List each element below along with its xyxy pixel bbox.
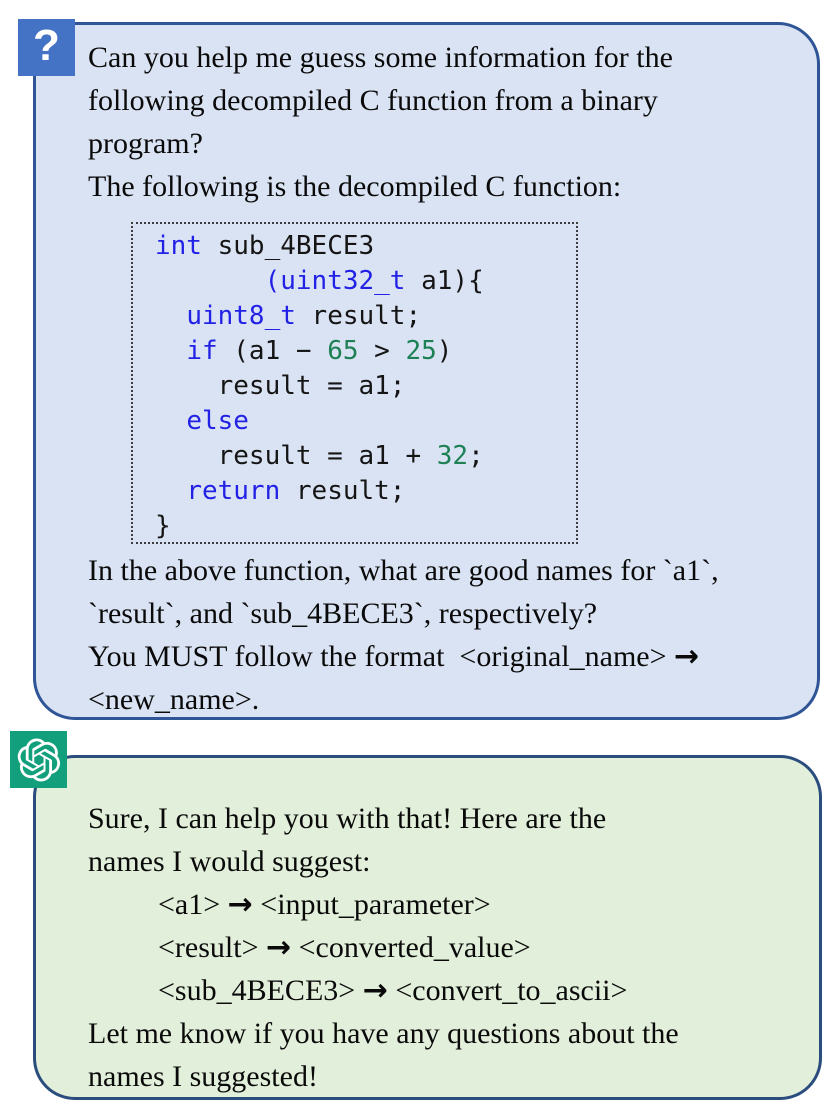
text-token: result; <box>280 476 406 506</box>
text-token: 65 <box>327 336 359 366</box>
text-token: 32 <box>436 441 469 471</box>
text-token: sub_4BECE3 <box>201 231 375 261</box>
text-token: (uint32_t <box>264 266 406 296</box>
text-token: Sure, I can help you with that! Here are the <box>88 802 607 835</box>
text-token: a1){ <box>405 266 484 296</box>
text-token: <a1> <box>158 888 228 921</box>
assistant-text <box>88 797 679 1098</box>
text-line <box>155 299 576 334</box>
text-line <box>155 334 576 369</box>
text-line <box>88 549 719 592</box>
text-token: int <box>155 231 202 261</box>
user-text-after-code <box>88 549 719 721</box>
text-line <box>155 474 576 509</box>
user-text-before-code <box>88 36 673 208</box>
text-token: <result> <box>158 931 266 964</box>
text-token: In the above function, what are good names for `a1`, <box>88 554 719 587</box>
text-line <box>88 883 679 926</box>
text-token: program? <box>88 127 203 160</box>
openai-logo-glyph <box>17 738 61 782</box>
text-token: You MUST follow the format <original_name> <box>88 640 675 673</box>
text-token: if <box>186 336 218 366</box>
text-token <box>155 336 186 366</box>
text-line <box>88 678 719 721</box>
text-line <box>88 165 673 208</box>
text-line <box>88 592 719 635</box>
text-line <box>88 1055 679 1098</box>
text-token <box>155 266 265 296</box>
text-token: <convert_to_ascii> <box>387 974 628 1007</box>
text-token: return <box>186 476 281 506</box>
text-token: following decompiled C function from a binary <box>88 84 658 117</box>
arrow-glyph: → <box>227 887 253 922</box>
text-token: else <box>186 406 249 436</box>
text-line <box>155 439 576 474</box>
text-token: Let me know if you have any questions about the <box>88 1017 679 1050</box>
text-token: ) <box>436 336 453 366</box>
text-line <box>155 369 576 404</box>
text-token: names I would suggest: <box>88 845 371 878</box>
text-token: result = a1; <box>155 371 406 401</box>
text-token: (a1 − <box>217 336 328 366</box>
text-token: The following is the decompiled C function: <box>88 170 622 203</box>
text-token: <input_parameter> <box>252 888 491 921</box>
text-token <box>155 301 186 331</box>
text-token: > <box>358 336 406 366</box>
text-line <box>88 635 719 678</box>
arrow-glyph: → <box>266 930 292 965</box>
text-token: result = a1 + <box>155 441 437 471</box>
text-token: 25 <box>405 336 437 366</box>
openai-icon <box>10 731 67 788</box>
text-line <box>155 229 576 264</box>
text-token: uint8_t <box>186 301 296 331</box>
text-token <box>155 406 186 436</box>
text-token: <converted_value> <box>291 931 531 964</box>
text-line <box>155 509 576 544</box>
question-mark-icon <box>18 19 75 76</box>
text-token: names I suggested! <box>88 1060 318 1093</box>
text-line <box>155 404 576 439</box>
text-line <box>88 79 673 122</box>
text-token: ; <box>468 441 484 471</box>
text-token: `result`, and `sub_4BECE3`, respectively? <box>88 597 598 630</box>
text-line <box>155 264 576 299</box>
text-line <box>88 797 679 840</box>
text-line <box>88 926 679 969</box>
arrow-glyph: → <box>362 973 388 1008</box>
text-line <box>88 969 679 1012</box>
arrow-glyph: → <box>674 639 700 674</box>
text-token: } <box>155 511 171 541</box>
text-line <box>88 36 673 79</box>
text-token: <new_name>. <box>88 683 260 716</box>
text-token: Can you help me guess some information for the <box>88 41 673 74</box>
text-token: <sub_4BECE3> <box>158 974 363 1007</box>
text-line <box>88 840 679 883</box>
text-line <box>88 122 673 165</box>
text-line <box>88 1012 679 1055</box>
question-mark-glyph: ? <box>33 20 60 70</box>
text-token <box>155 476 186 506</box>
code-block <box>131 222 578 544</box>
text-token: result; <box>295 301 422 331</box>
